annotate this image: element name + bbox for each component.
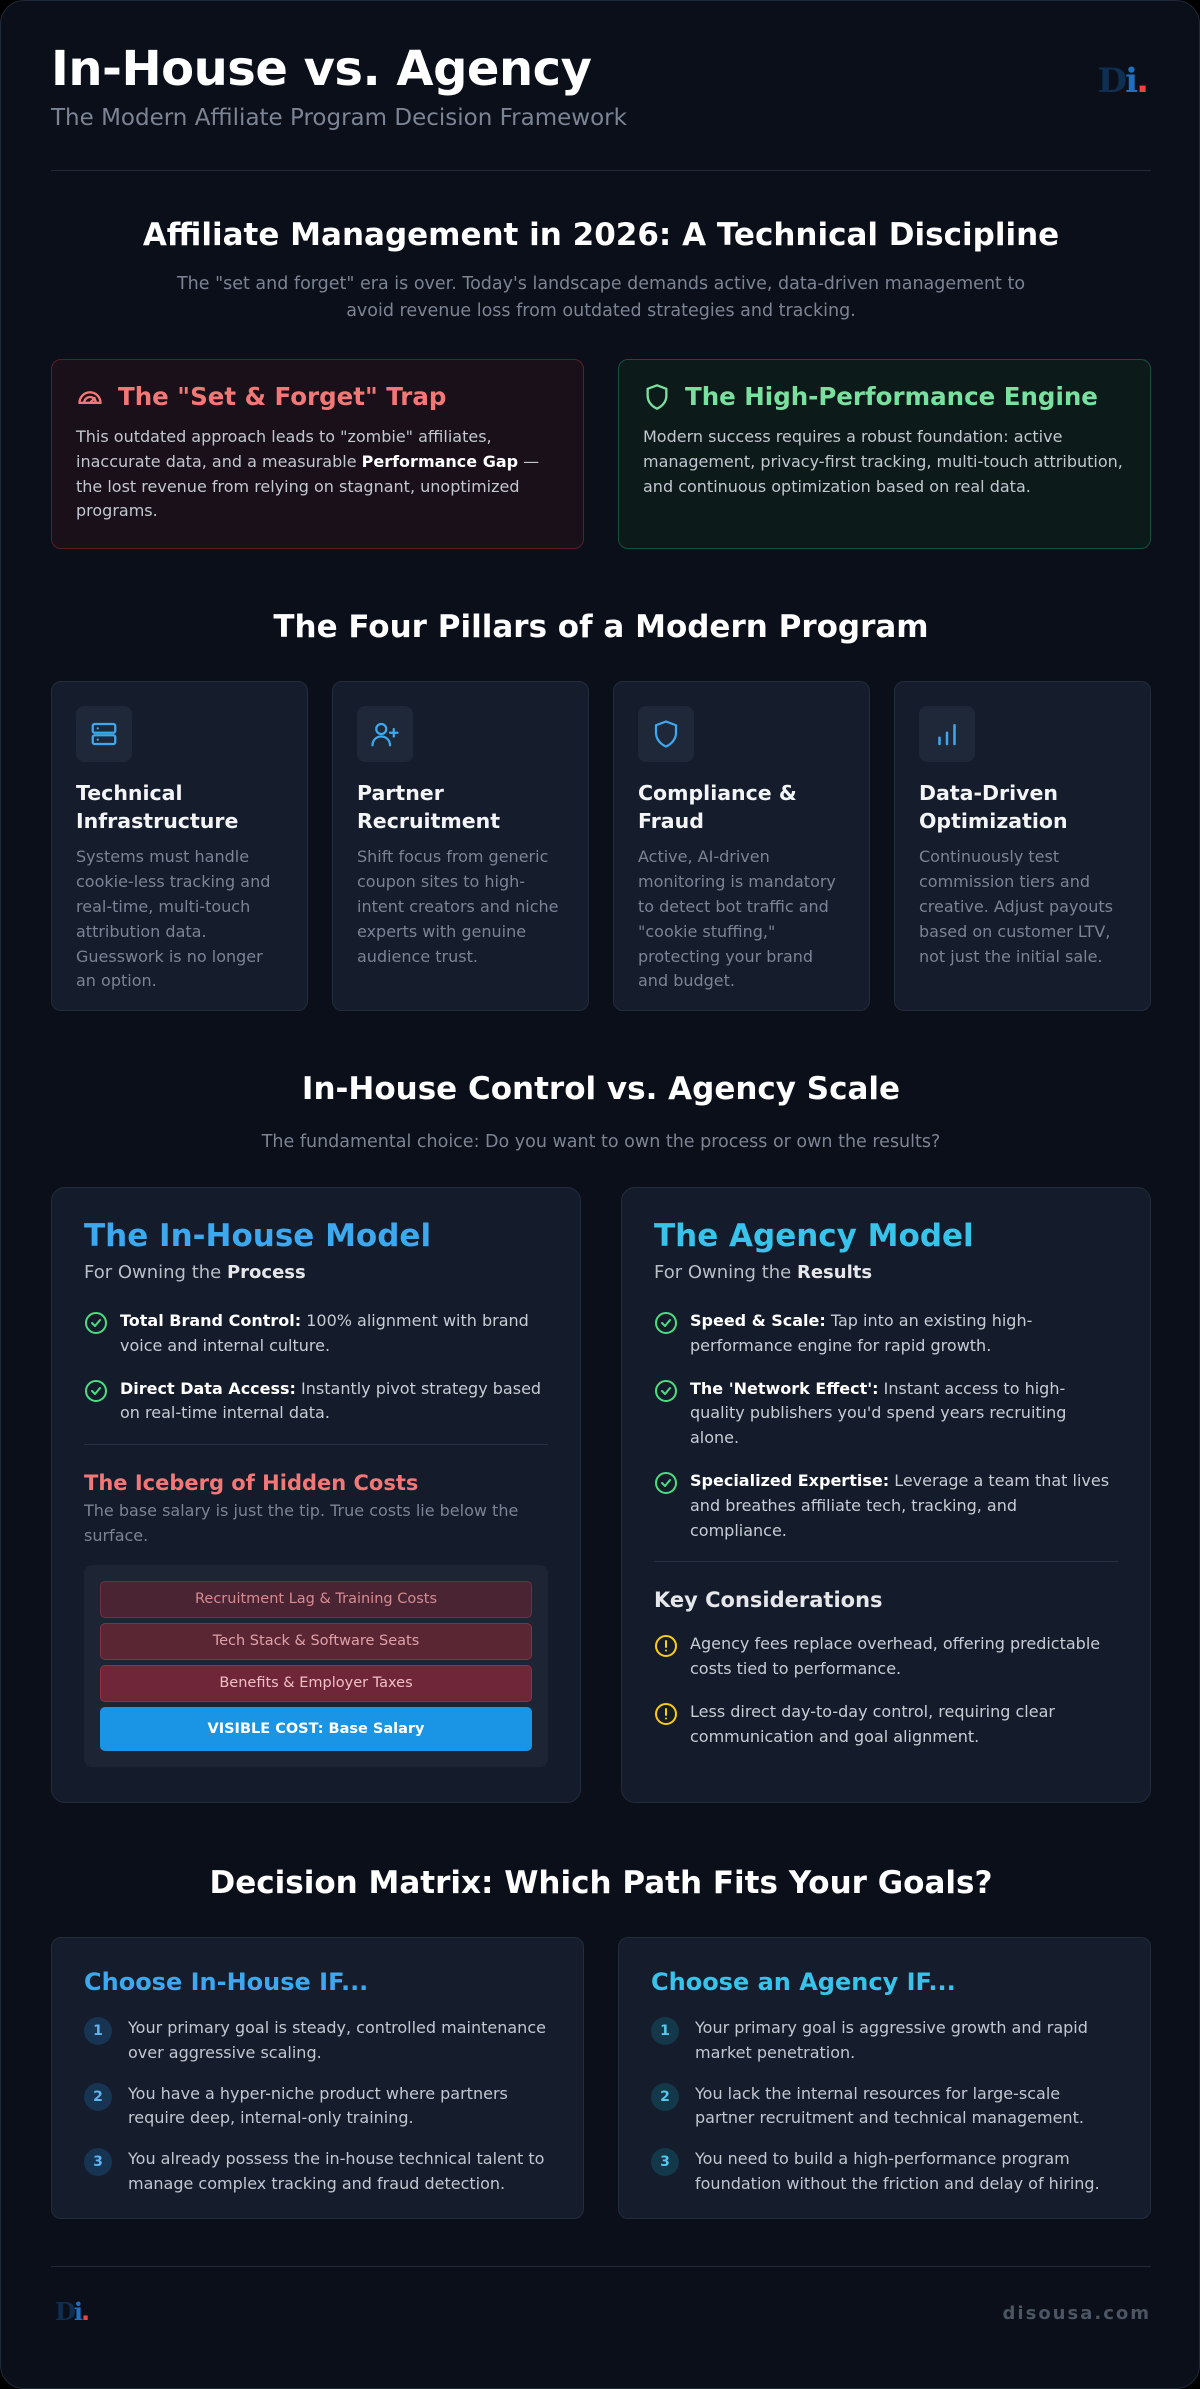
agency-model-title: The Agency Model xyxy=(654,1218,974,1254)
tagline-bold: Process xyxy=(226,1262,306,1283)
intro-title: Affiliate Management in 2026: A Technical Discipline xyxy=(142,217,1060,253)
trap-card-header xyxy=(76,382,559,411)
intro-subtitle: The "set and forget" era is over. Today's landscape demands active, data-driven management to avoid revenue loss from outdated strategies and tracking. xyxy=(176,274,1026,322)
shield-icon xyxy=(651,719,681,749)
consideration-text: Less direct day-to-day control, requiring clear communication and goal alignment. xyxy=(690,1701,1055,1746)
pillar-card xyxy=(51,681,308,1011)
engine-card-title: The High-Performance Engine xyxy=(685,382,1098,411)
trap-card-text xyxy=(76,425,559,524)
choice-text: You lack the internal resources for large-scale partner recruitment and technical management. xyxy=(695,2083,1084,2128)
iceberg-title: The Iceberg of Hidden Costs xyxy=(84,1471,419,1496)
consideration-point xyxy=(654,1700,1118,1750)
pillars-grid xyxy=(51,681,1151,1011)
matrix-title: Decision Matrix: Which Path Fits Your Goals? xyxy=(209,1865,993,1901)
footer-url[interactable]: disousa.com xyxy=(1002,2303,1151,2324)
pillar-text: Systems must handle cookie-less tracking and real-time, multi-touch attribution data. Guesswork is no longer an option. xyxy=(76,847,271,991)
benefit-text xyxy=(690,1309,1118,1359)
check-circle-icon xyxy=(84,1379,108,1403)
engine-card-text: Modern success requires a robust foundation: active management, privacy-first tracking, multi-touch attribution, and continuous optimization based on real data. xyxy=(643,427,1123,496)
inhouse-model-card xyxy=(51,1187,581,1803)
benefit-desc: Instant access to high-quality publishers you'd spend years recruiting alone. xyxy=(690,1378,1067,1448)
number-badge: 1 xyxy=(651,2017,679,2045)
number-badge: 3 xyxy=(651,2148,679,2176)
trap-engine-cards xyxy=(51,359,1151,549)
shield-icon xyxy=(643,383,671,411)
trap-card xyxy=(51,359,584,549)
inhouse-choice-card xyxy=(51,1937,584,2219)
logo-letter-i: i xyxy=(1125,61,1137,101)
benefit-label: Total Brand Control: xyxy=(120,1311,302,1330)
benefit-text xyxy=(690,1469,1118,1543)
intro-section xyxy=(51,217,1151,325)
comparison-subtitle: The fundamental choice: Do you want to own the process or own the results? xyxy=(261,1132,941,1152)
iceberg-subtitle: The base salary is just the tip. True costs lie below the surface. xyxy=(84,1501,519,1545)
gauge-icon xyxy=(76,383,104,411)
pillar-card xyxy=(894,681,1151,1011)
benefit-point xyxy=(654,1309,1118,1359)
pillar-icon-box xyxy=(357,706,413,762)
benefit-label: Direct Data Access: xyxy=(120,1378,296,1398)
benefit-text xyxy=(120,1309,548,1359)
alert-circle-icon xyxy=(654,1702,678,1726)
models-grid xyxy=(51,1187,1151,1803)
matrix-heading xyxy=(51,1865,1151,1901)
model-divider xyxy=(84,1444,548,1445)
benefit-point xyxy=(654,1377,1118,1451)
pillar-card xyxy=(613,681,870,1011)
tagline-prefix: For Owning the xyxy=(84,1262,227,1283)
bar-chart-icon xyxy=(932,719,962,749)
check-circle-icon xyxy=(654,1311,678,1335)
number-badge: 2 xyxy=(84,2083,112,2111)
pillar-icon-box xyxy=(638,706,694,762)
tagline-prefix: For Owning the xyxy=(654,1262,797,1283)
choice-item xyxy=(651,2016,1118,2066)
benefit-label: The 'Network Effect': xyxy=(690,1378,879,1398)
pillar-title: Partner Recruitment xyxy=(357,781,501,833)
benefit-point xyxy=(84,1377,548,1427)
hidden-cost-bar: Tech Stack & Software Seats xyxy=(100,1623,532,1660)
trap-text-part1: This outdated approach leads to "zombie" affiliates, inaccurate data, and a measurable xyxy=(76,427,492,471)
choice-text: You already possess the in-house technical talent to manage complex tracking and fraud detection. xyxy=(128,2149,545,2193)
agency-model-card xyxy=(621,1187,1151,1803)
pillar-title: Data-Driven Optimization xyxy=(919,781,1068,833)
pillar-title: Compliance & Fraud xyxy=(638,781,797,833)
number-badge: 1 xyxy=(84,2017,112,2045)
trap-text-bold: Performance Gap xyxy=(361,451,519,471)
footer-divider xyxy=(51,2266,1151,2267)
page-subtitle: The Modern Affiliate Program Decision Framework xyxy=(51,104,627,131)
benefit-text xyxy=(120,1377,548,1427)
choice-text: Your primary goal is aggressive growth and rapid market penetration. xyxy=(695,2018,1088,2062)
pillar-card xyxy=(332,681,589,1011)
server-icon xyxy=(89,719,119,749)
choice-item xyxy=(651,2147,1118,2197)
engine-card-header xyxy=(643,382,1126,411)
comparison-heading xyxy=(51,1071,1151,1156)
hidden-cost-bar: Benefits & Employer Taxes xyxy=(100,1665,532,1702)
benefit-desc: Instantly pivot strategy based on real-time internal data. xyxy=(120,1378,542,1423)
benefit-desc: Leverage a team that lives and breathes affiliate tech, tracking, and compliance. xyxy=(690,1470,1110,1540)
agency-choice-card xyxy=(618,1937,1151,2219)
benefit-desc: 100% alignment with brand voice and internal culture. xyxy=(120,1311,529,1355)
inhouse-model-title: The In-House Model xyxy=(84,1218,432,1254)
logo-letter-d: D xyxy=(1097,61,1126,101)
hidden-cost-bar: Recruitment Lag & Training Costs xyxy=(100,1581,532,1618)
pillar-text: Shift focus from generic coupon sites to high-intent creators and niche experts with genuine audience trust. xyxy=(357,847,559,966)
choice-item xyxy=(84,2147,551,2197)
visible-cost-bar: VISIBLE COST: Base Salary xyxy=(100,1707,532,1751)
choice-item xyxy=(651,2082,1118,2132)
check-circle-icon xyxy=(654,1379,678,1403)
brand-logo xyxy=(1098,61,1147,101)
check-circle-icon xyxy=(654,1471,678,1495)
benefit-label: Speed & Scale: xyxy=(690,1311,826,1330)
pillar-title: Technical Infrastructure xyxy=(76,781,239,833)
benefit-point xyxy=(654,1469,1118,1543)
considerations-title: Key Considerations xyxy=(654,1588,883,1613)
user-plus-icon xyxy=(370,719,400,749)
logo-letter-i: i xyxy=(73,2297,81,2326)
benefit-label: Specialized Expertise: xyxy=(690,1470,890,1490)
trap-text-part2: — the lost revenue from relying on stagnant, unoptimized programs. xyxy=(76,451,540,521)
logo-letter-d: D xyxy=(55,2297,74,2326)
number-badge: 2 xyxy=(651,2083,679,2111)
inhouse-choice-title: Choose In-House IF... xyxy=(84,1968,369,1996)
pillar-text: Active, AI-driven monitoring is mandatory to detect bot traffic and "cookie stuffing," protecting your brand and budget. xyxy=(638,847,836,991)
pillars-heading xyxy=(51,609,1151,645)
logo-dot: . xyxy=(1136,61,1147,101)
benefit-text xyxy=(690,1377,1118,1451)
trap-card-title: The "Set & Forget" Trap xyxy=(118,382,447,411)
engine-card xyxy=(618,359,1151,549)
choice-text: You need to build a high-performance program foundation without the friction and delay of hiring. xyxy=(695,2149,1100,2193)
agency-choice-title: Choose an Agency IF... xyxy=(651,1968,956,1996)
consideration-text: Agency fees replace overhead, offering predictable costs tied to performance. xyxy=(690,1634,1101,1679)
pillar-text: Continuously test commission tiers and creative. Adjust payouts based on customer LTV, not just the initial sale. xyxy=(919,847,1113,966)
footer xyxy=(51,2297,1151,2337)
check-circle-icon xyxy=(84,1311,108,1335)
logo-dot: . xyxy=(80,2298,89,2326)
choice-item xyxy=(84,2082,551,2132)
inhouse-model-tagline xyxy=(84,1262,548,1283)
pillars-title: The Four Pillars of a Modern Program xyxy=(273,609,929,645)
header xyxy=(51,41,1151,171)
agency-model-tagline xyxy=(654,1262,1118,1283)
model-divider xyxy=(654,1561,1118,1562)
header-divider xyxy=(51,170,1151,171)
pillar-icon-box xyxy=(919,706,975,762)
tagline-bold: Results xyxy=(796,1262,873,1283)
footer-logo xyxy=(55,2297,88,2326)
benefit-point xyxy=(84,1309,548,1359)
benefit-desc: Tap into an existing high-performance engine for rapid growth. xyxy=(690,1311,1033,1355)
choice-text: You have a hyper-niche product where partners require deep, internal-only training. xyxy=(128,2083,508,2128)
page-title: In-House vs. Agency xyxy=(51,41,592,97)
matrix-grid xyxy=(51,1937,1151,2219)
consideration-point xyxy=(654,1632,1118,1682)
comparison-title: In-House Control vs. Agency Scale xyxy=(301,1071,901,1107)
pillar-icon-box xyxy=(76,706,132,762)
iceberg-stack xyxy=(84,1565,548,1767)
number-badge: 3 xyxy=(84,2148,112,2176)
alert-circle-icon xyxy=(654,1634,678,1658)
choice-item xyxy=(84,2016,551,2066)
choice-text: Your primary goal is steady, controlled maintenance over aggressive scaling. xyxy=(128,2018,546,2062)
